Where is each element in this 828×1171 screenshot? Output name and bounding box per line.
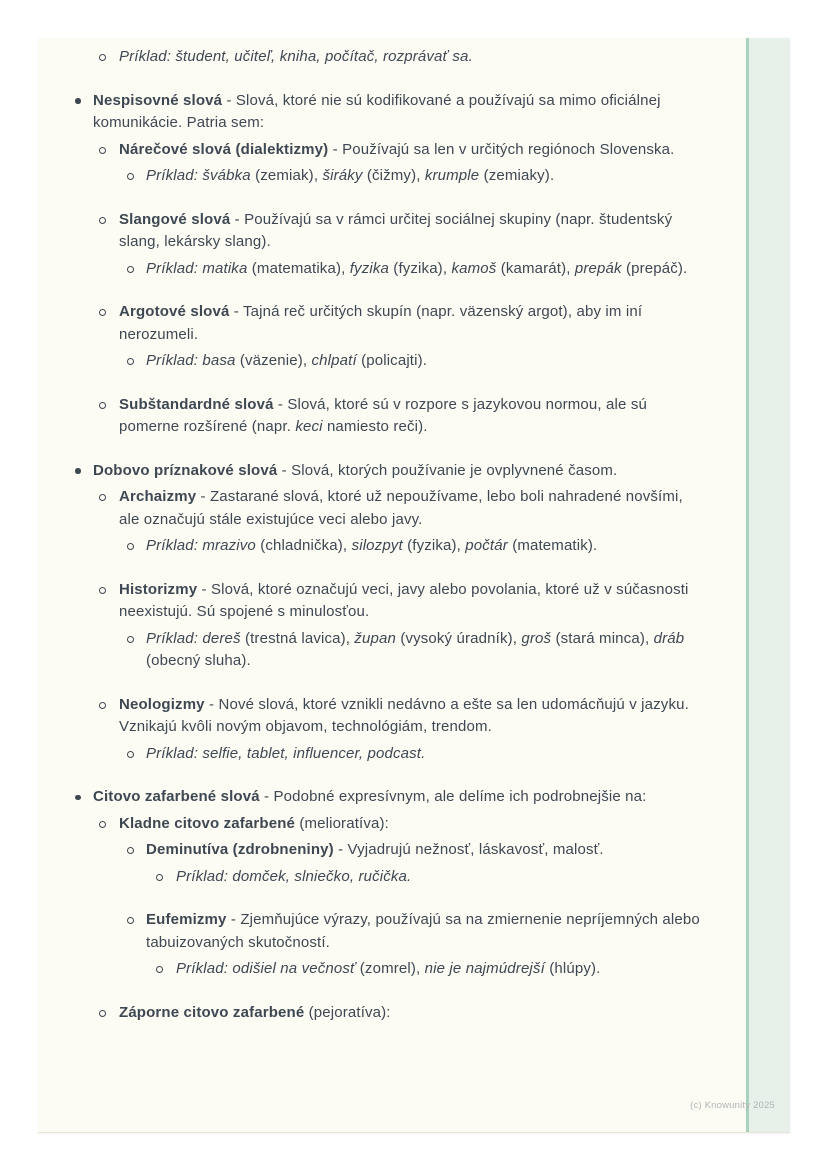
list-item: [38, 866, 706, 889]
list-item-text: Subštandardné slová - Slová, ktoré sú v rozpore s jazykovou normou, ale sú pomerne rozšírené (napr. keci namiesto reči).: [119, 395, 647, 435]
bullet-circle-icon: [99, 217, 106, 224]
list-item-text: Citovo zafarbené slová - Podobné expresívnym, ale delíme ich podrobnejšie na:: [93, 788, 647, 805]
bullet-circle-icon: [127, 266, 134, 273]
bullet-circle-icon: [127, 917, 134, 924]
bullet-circle-icon: [156, 966, 163, 973]
bullet-circle-icon: [99, 54, 106, 61]
list-item-text: Neologizmy - Nové slová, ktoré vznikli nedávno a ešte sa len udomácňujú v jazyku. Vznikajú kvôli novým objavom, technológiám, trendom.: [119, 695, 689, 735]
bullet-circle-icon: [127, 173, 134, 180]
bullet-circle-icon: [99, 402, 106, 409]
list-item: [38, 958, 706, 981]
list-item: [38, 579, 706, 624]
accent-bar: [746, 38, 790, 1132]
bullet-circle-icon: [156, 874, 163, 881]
list-item: [38, 743, 706, 766]
bullet-circle-icon: [99, 587, 106, 594]
list-item: [38, 628, 706, 673]
list-item-text: Historizmy - Slová, ktoré označujú veci, javy alebo povolania, ktoré už v súčasnosti neexistujú. Sú spojené s minulosťou.: [119, 580, 689, 620]
list-item: [38, 165, 706, 188]
bullet-list: [38, 46, 706, 1024]
list-item-text: Archaizmy - Zastarané slová, ktoré už nepoužívame, lebo boli nahradené novšími, ale označujú stále existujúce veci alebo javy.: [119, 488, 683, 528]
list-item: [38, 46, 706, 69]
list-item-text: Kladne citovo zafarbené (melioratíva):: [119, 814, 389, 832]
list-item: [38, 90, 706, 135]
bullet-circle-icon: [127, 847, 134, 854]
list-item-text: Príklad: študent, učiteľ, kniha, počítač, rozprávať sa.: [119, 48, 473, 65]
bullet-circle-icon: [99, 309, 106, 316]
list-item: [38, 694, 706, 739]
list-item-text: Záporne citovo zafarbené (pejoratíva):: [119, 1003, 391, 1021]
page-card: [38, 38, 790, 1133]
bullet-disc-icon: [75, 795, 81, 801]
watermark: (c) Knowunity 2025: [690, 1100, 775, 1111]
bullet-disc-icon: [75, 468, 81, 474]
list-item-text: Príklad: dereš (trestná lavica), župan (vysoký úradník), groš (stará minca), dráb (obecný sluha).: [146, 629, 685, 669]
bullet-disc-icon: [75, 98, 81, 104]
list-item-text: Argotové slová - Tajná reč určitých skupín (napr. väzenský argot), aby im iní nerozumeli.: [119, 303, 643, 343]
list-item: [38, 258, 706, 281]
list-item-text: Eufemizmy - Zjemňujúce výrazy, používajú sa na zmiernenie nepríjemných alebo tabuizovaných skutočností.: [146, 911, 700, 951]
bullet-circle-icon: [127, 358, 134, 365]
list-item: [38, 460, 706, 483]
list-item-text: Príklad: selfie, tablet, influencer, podcast.: [146, 744, 426, 762]
list-item: [38, 839, 706, 862]
list-item-text: Príklad: domček, slniečko, ručička.: [176, 867, 412, 885]
list-item: [38, 301, 706, 346]
list-item: [38, 813, 706, 836]
list-item: [38, 909, 706, 954]
list-item-text: Príklad: basa (väzenie), chlpatí (policajti).: [146, 352, 428, 369]
bullet-circle-icon: [99, 821, 106, 828]
list-item: [38, 139, 706, 162]
list-item: [38, 394, 706, 439]
bullet-circle-icon: [99, 147, 106, 154]
bullet-circle-icon: [99, 1010, 106, 1017]
list-item: [38, 209, 706, 254]
list-item-text: Príklad: odišiel na večnosť (zomrel), nie je najmúdrejší (hlúpy).: [176, 960, 601, 977]
list-item-text: Dobovo príznakové slová - Slová, ktorých používanie je ovplyvnené časom.: [93, 461, 618, 479]
list-item: [38, 486, 706, 531]
list-item-text: Príklad: švábka (zemiak), širáky (čižmy), krumple (zemiaky).: [146, 167, 555, 184]
list-item: [38, 350, 706, 373]
list-item-text: Deminutíva (zdrobneniny) - Vyjadrujú nežnosť, láskavosť, malosť.: [146, 841, 604, 858]
list-item-text: Nárečové slová (dialektizmy) - Používajú sa len v určitých regiónoch Slovenska.: [119, 140, 675, 158]
bullet-circle-icon: [99, 702, 106, 709]
list-item: [38, 1002, 706, 1025]
list-item: [38, 786, 706, 809]
list-item: [38, 535, 706, 558]
list-item-text: Slangové slová - Používajú sa v rámci určitej sociálnej skupiny (napr. študentský slang, lekársky slang).: [119, 210, 673, 250]
bullet-circle-icon: [99, 494, 106, 501]
list-item-text: Nespisovné slová - Slová, ktoré nie sú kodifikované a používajú sa mimo oficiálnej komunikácie. Patria sem:: [93, 91, 661, 131]
bullet-circle-icon: [127, 543, 134, 550]
bullet-circle-icon: [127, 636, 134, 643]
bullet-circle-icon: [127, 751, 134, 758]
list-item-text: Príklad: mrazivo (chladnička), silozpyt (fyzika), počtár (matematik).: [146, 537, 598, 554]
list-item-text: Príklad: matika (matematika), fyzika (fyzika), kamoš (kamarát), prepák (prepáč).: [146, 259, 688, 277]
